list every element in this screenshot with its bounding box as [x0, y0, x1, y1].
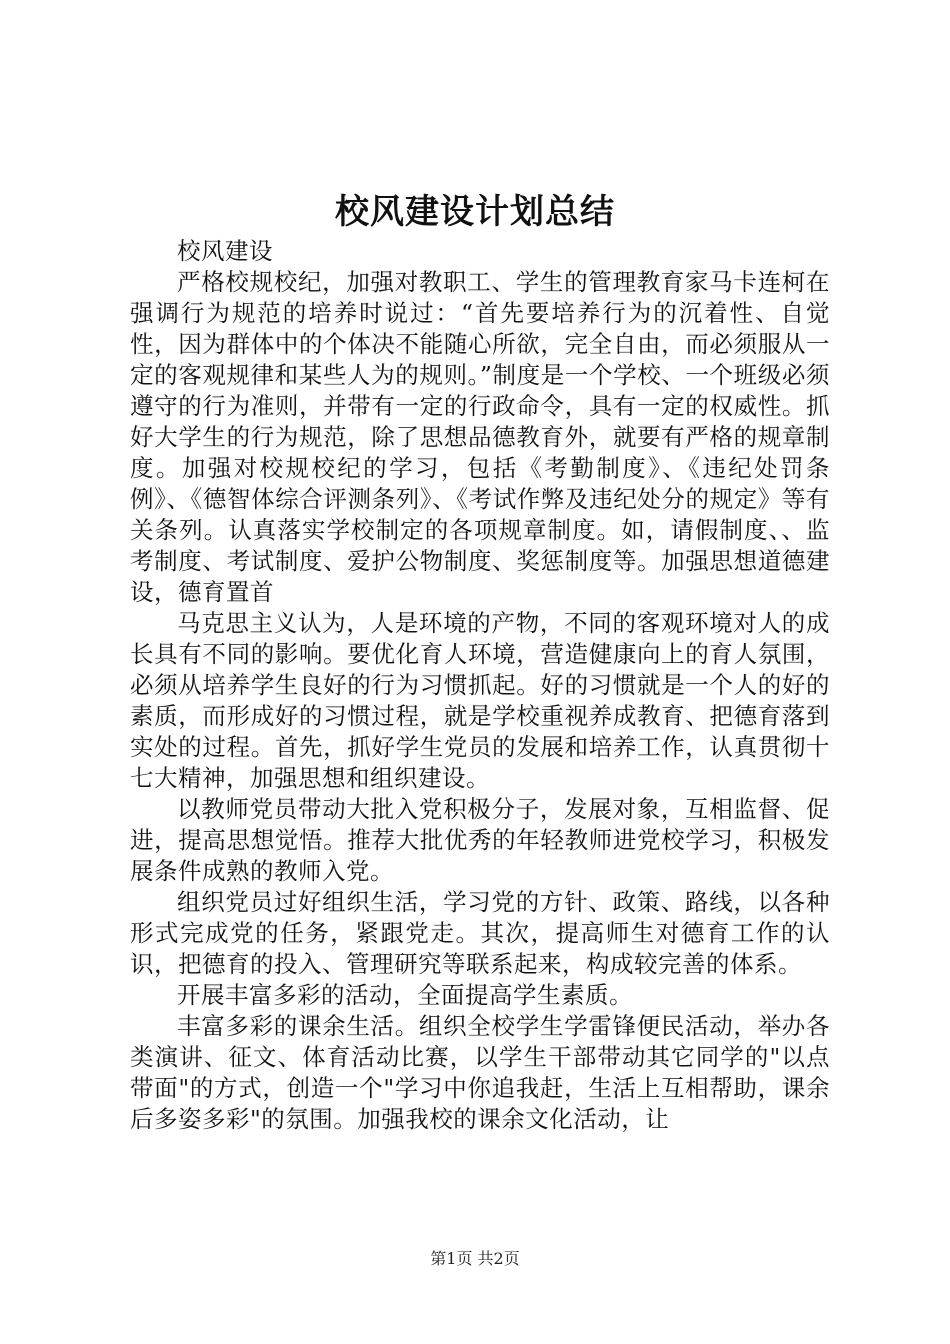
- paragraph: 以教师党员带动大批入党积极分子，发展对象，互相监督、促进，提高思想觉悟。推荐大批优秀的年轻教师进党校学习，积极发展条件成熟的教师入党。: [130, 795, 830, 885]
- paragraph: 丰富多彩的课余生活。组织全校学生学雷锋便民活动，举办各类演讲、征文、体育活动比赛，以学生干部带动其它同学的"以点带面"的方式，创造一个"学习中你追我赶，生活上互相帮助，课余后多姿多彩"的氛围。加强我校的课余文化活动，让: [130, 1012, 830, 1133]
- paragraph: 开展丰富多彩的活动，全面提高学生素质。: [177, 981, 633, 1009]
- document-body: [130, 236, 830, 1135]
- page-footer: 第1页 共2页: [430, 1249, 520, 1268]
- document-title: 校风建设计划总结: [335, 192, 615, 232]
- paragraph: 组织党员过好组织生活，学习党的方针、政策、路线，以各种形式完成党的任务，紧跟党走。其次，提高师生对德育工作的认识，把德育的投入、管理研究等联系起来，构成较完善的体系。: [130, 888, 830, 978]
- section-heading: 校风建设: [177, 237, 273, 265]
- paragraph: 马克思主义认为，人是环境的产物，不同的客观环境对人的成长具有不同的影响。要优化育人环境，营造健康向上的育人氛围，必须从培养学生良好的行为习惯抓起。好的习惯就是一个人的好的素质，而形成好的习惯过程，就是学校重视养成教育、把德育落到实处的过程。首先，抓好学生党员的发展和培养工作，认真贯彻十七大精神，加强思想和组织建设。: [130, 609, 830, 792]
- paragraph: 严格校规校纪，加强对教职工、学生的管理教育家马卡连柯在强调行为规范的培养时说过：“首先要培养行为的沉着性、自觉性，因为群体中的个体决不能随心所欲，完全自由，而必须服从一定的客观规律和某些人为的规则。”制度是一个学校、一个班级必须遵守的行为准则，并带有一定的行政命令，具有一定的权威性。抓好大学生的行为规范，除了思想品德教育外，就要有严格的规章制度。加强对校规校纪的学习，包括《考勤制度》、《违纪处罚条例》、《德智体综合评测条列》、《考试作弊及违纪处分的规定》等有关条列。认真落实学校制定的各项规章制度。如，请假制度、、监考制度、考试制度、爱护公物制度、奖惩制度等。加强思想道德建设，德育置首: [130, 268, 830, 606]
